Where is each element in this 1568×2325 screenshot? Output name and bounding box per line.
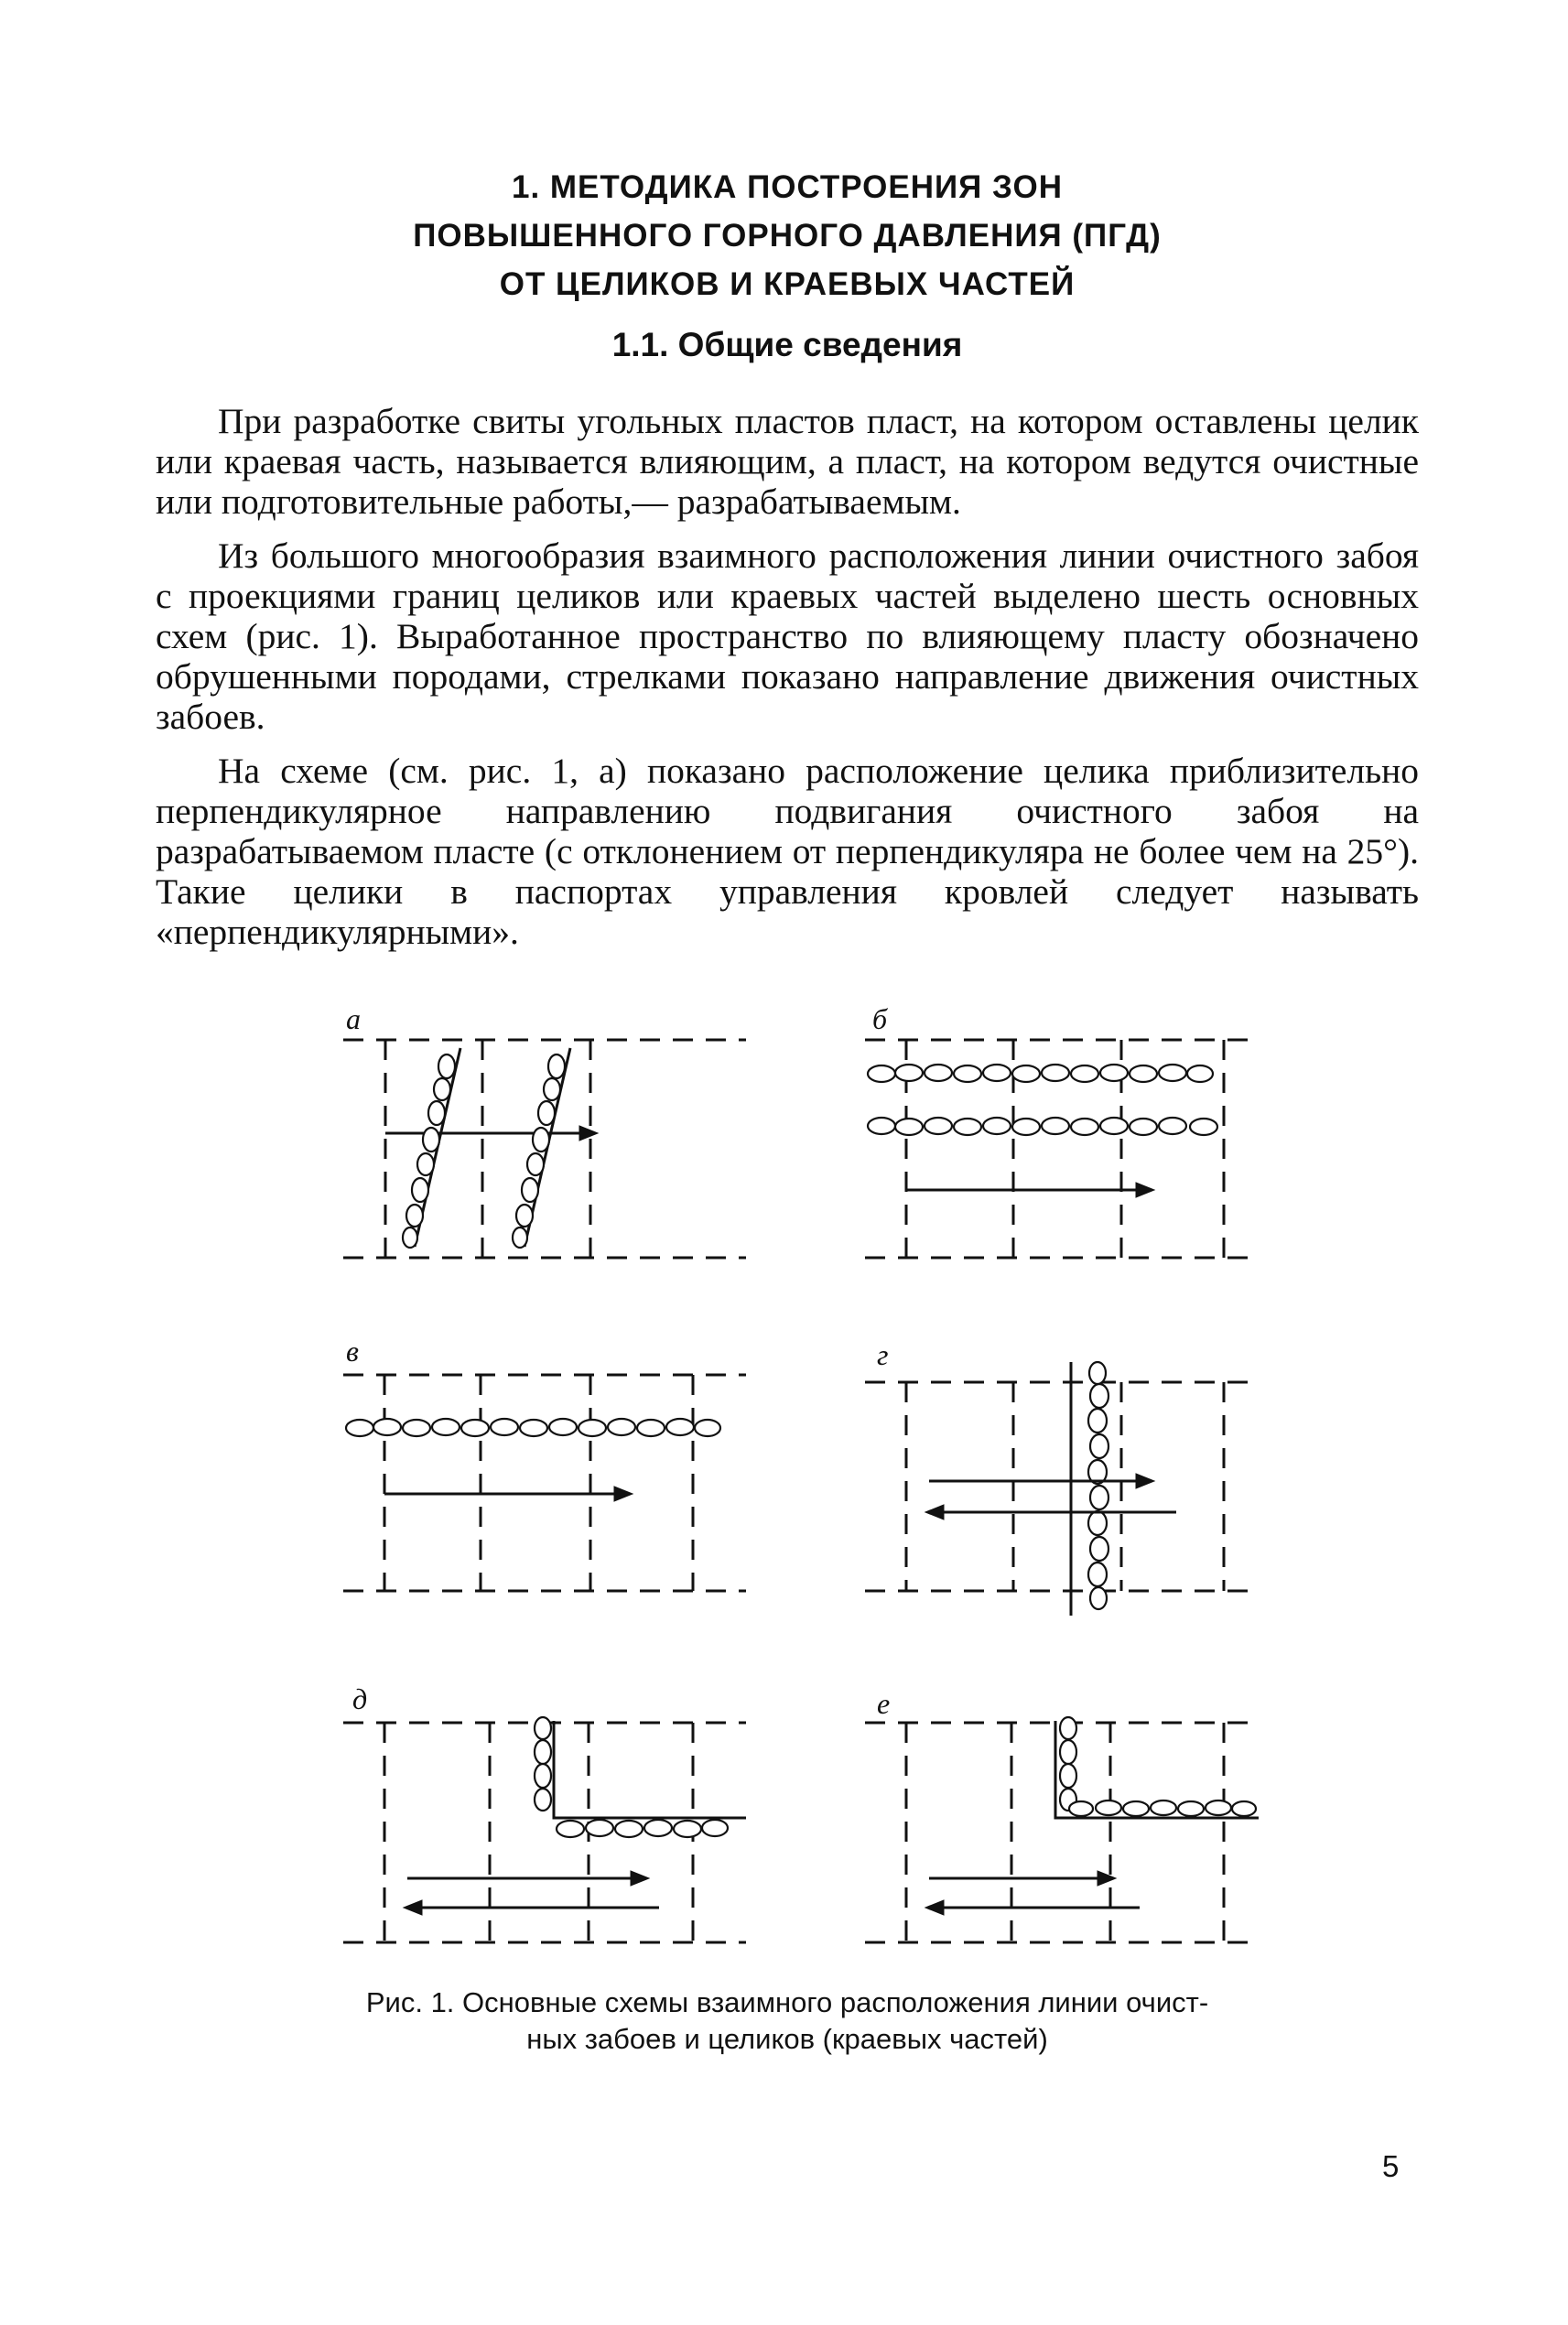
scheme-d-diagram [343,1712,746,1959]
pillar-rubble-bottom [868,1118,1217,1135]
scheme-v-diagram [343,1364,746,1602]
figure-label-e: е [877,1687,891,1720]
scheme-g-diagram [865,1355,1259,1620]
paragraph-3: На схеме (см. рис. 1, а) показано расположение целика приблизительно перпендикулярное направлению подвигания очистного забоя на разрабатываемом пласте (с отклонением от перпендикуляра не более чем на 25°). Такие целики в паспортах управления кровлей следует называть «перпендикулярными». [156,750,1419,953]
section-heading [156,163,1419,308]
figure-caption [302,1984,1272,2058]
body-text [156,401,1419,966]
heading-line-2: ПОВЫШЕННОГО ГОРНОГО ДАВЛЕНИЯ (ПГД) [413,218,1162,254]
figure-label-b: б [872,1002,888,1035]
heading-line-1: 1. МЕТОДИКА ПОСТРОЕНИЯ ЗОН [511,169,1064,205]
caption-line-2: ных забоев и целиков (краевых частей) [526,2023,1048,2055]
edge-rubble [346,1419,720,1436]
paragraph-2: Из большого многообразия взаимного расположения линии очистного забоя с проекциями границ целиков или краевых частей выделено шесть основных схем (рис. 1). Выработанное пространство по влияющему пласту обозначено обрушенными породами, стрелками показано направление движения очистных забоев. [156,535,1419,738]
edge-rubble-vertical [1088,1362,1108,1609]
figure-label-g: г [877,1338,889,1371]
figure-label-d: д [352,1682,368,1715]
caption-line-1: Рис. 1. Основные схемы взаимного расположения линии очист- [365,1986,1209,2018]
page-number: 5 [1382,2149,1400,2183]
scheme-b-diagram [865,1025,1259,1272]
scheme-a-diagram [343,1025,746,1272]
heading-line-3: ОТ ЦЕЛИКОВ И КРАЕВЫХ ЧАСТЕЙ [499,266,1076,302]
pillar-rubble-left [403,1054,455,1248]
edge-rubble-l-shape [1060,1717,1256,1816]
scheme-e-diagram [865,1712,1259,1959]
pillar-rubble-right [513,1054,565,1248]
subsection-heading: 1.1. Общие сведения [611,326,963,363]
pillar-rubble-top [868,1065,1213,1082]
paragraph-1: При разработке свиты угольных пластов пласт, на котором оставлены целик или краевая часть, называется влияющим, а пласт, на котором ведутся очистные или подготовительные работы,— разрабатываемым. [156,401,1419,523]
figure-label-v: в [346,1335,359,1368]
figure-label-a: а [346,1002,361,1035]
